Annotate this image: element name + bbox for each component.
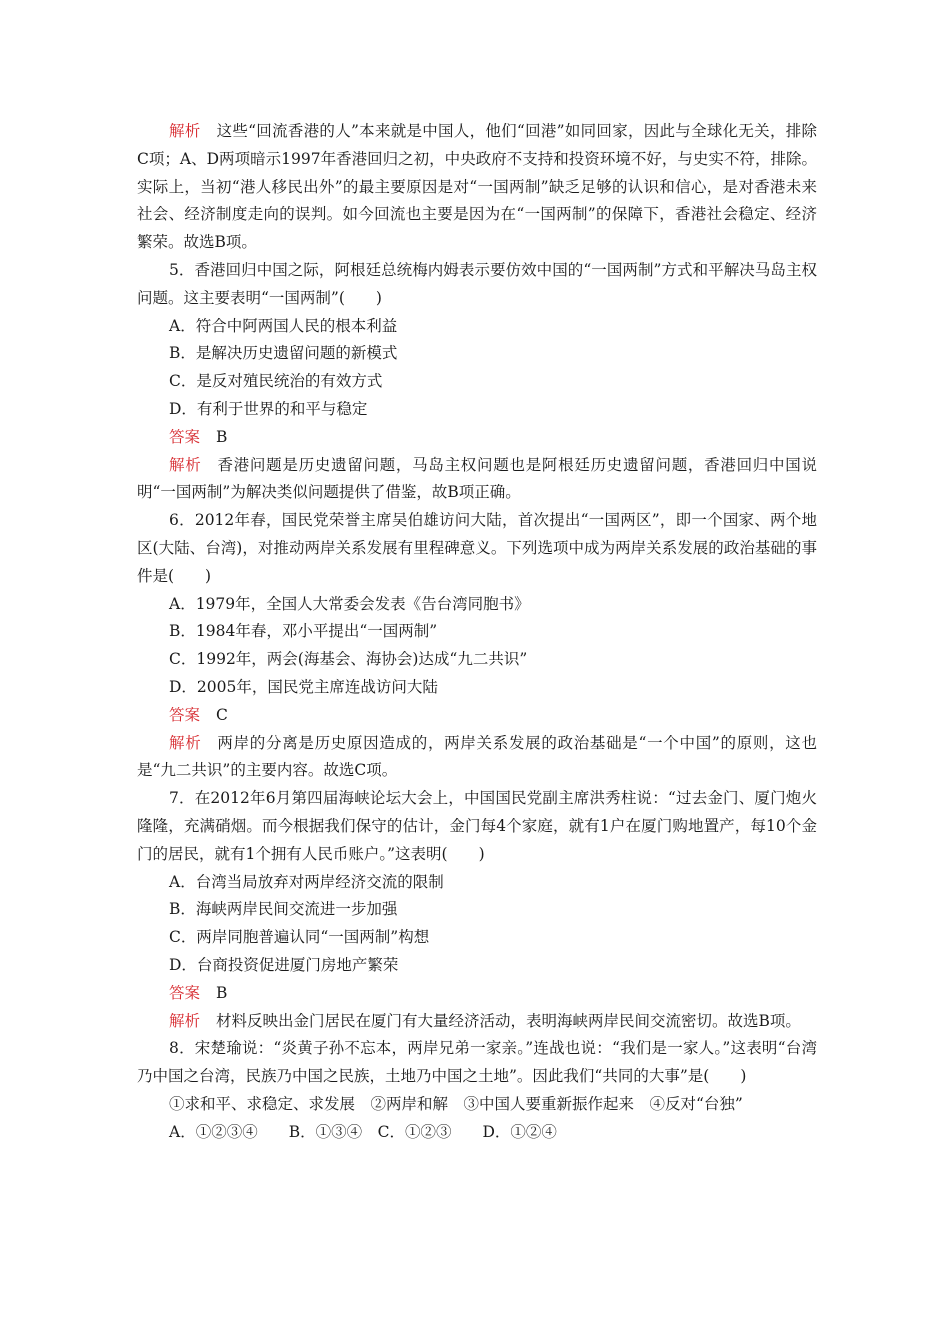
question-6-answer <box>137 702 817 730</box>
question-6-option-a: A．1979年，全国人大常委会发表《告台湾同胞书》 <box>169 594 530 613</box>
analysis-label: 解析 <box>169 122 201 140</box>
question-6-option-b: B．1984年春，邓小平提出“一国两制” <box>169 622 438 641</box>
question-7-option-a: A．台湾当局放弃对两岸经济交流的限制 <box>169 872 444 891</box>
analysis-text: 香港问题是历史遗留问题，马岛主权问题也是阿根廷历史遗留问题，香港回归中国说明“一国两制”为解决类似问题提供了借鉴，故B项正确。 <box>137 455 817 502</box>
answer-label: 答案 <box>169 427 201 446</box>
question-5-stem: 5．香港回归中国之际，阿根廷总统梅内姆表示要仿效中国的“一国两制”方式和平解决马岛主权问题。这主要表明“一国两制”( ) <box>137 260 817 307</box>
analysis-label: 解析 <box>169 1011 201 1030</box>
question-5-option-b: B．是解决历史遗留问题的新模式 <box>169 344 398 363</box>
document-page <box>137 118 817 1146</box>
question-7-option-b: B．海峡两岸民间交流进一步加强 <box>169 900 398 919</box>
question-6-option-c: C．1992年，两会(海基会、海协会)达成“九二共识” <box>169 650 528 669</box>
question-6-stem: 6．2012年春，国民党荣誉主席吴伯雄访问大陆，首次提出“一国两区”，即一个国家、两个地区(大陆、台湾)，对推动两岸关系发展有里程碑意义。下列选项中成为两岸关系发展的政治基础的事件是( ) <box>137 511 817 585</box>
answer-value: B <box>216 427 228 446</box>
analysis-text: 这些“回流香港的人”本来就是中国人，他们“回港”如同回家，因此与全球化无关，排除C项；A、D两项暗示1997年香港回归之初，中央政府不支持和投资环境不好，与史实不符，排除。实际上，当初“港人移民出外”的最主要原因是对“一国两制”缺乏足够的认识和信心，是对香港未来社会、经济制度走向的误判。如今回流也主要是因为在“一国两制”的保障下，香港社会稳定、经济繁荣。故选B项。 <box>137 122 817 252</box>
answer-label: 答案 <box>169 983 201 1002</box>
question-6-analysis <box>137 730 817 786</box>
analysis-label: 解析 <box>169 733 202 752</box>
answer-label: 答案 <box>169 705 201 724</box>
analysis-paragraph <box>137 118 817 257</box>
question-7-answer <box>137 980 817 1008</box>
question-8-stem: 8．宋楚瑜说：“炎黄子孙不忘本，两岸兄弟一家亲。”连战也说：“我们是一家人。”这表明“台湾乃中国之台湾，民族乃中国之民族，土地乃中国之土地”。因此我们“共同的大事”是( ) <box>137 1039 817 1086</box>
question-8-items: ①求和平、求稳定、求发展 ②两岸和解 ③中国人要重新振作起来 ④反对“台独” <box>169 1094 743 1113</box>
question-8-choices: A．①②③④ B．①③④ C．①②③ D．①②④ <box>169 1122 557 1141</box>
question-7-option-c: C．两岸同胞普遍认同“一国两制”构想 <box>169 928 430 947</box>
analysis-text: 材料反映出金门居民在厦门有大量经济活动，表明海峡两岸民间交流密切。故选B项。 <box>216 1011 801 1030</box>
analysis-label: 解析 <box>169 455 202 474</box>
answer-value: C <box>216 705 228 724</box>
analysis-text: 两岸的分离是历史原因造成的，两岸关系发展的政治基础是“一个中国”的原则，这也是“九二共识”的主要内容。故选C项。 <box>137 733 817 780</box>
question-6-option-d: D．2005年，国民党主席连战访问大陆 <box>169 677 438 696</box>
question-5-option-a: A．符合中阿两国人民的根本利益 <box>169 316 398 335</box>
question-7-option-d: D．台商投资促进厦门房地产繁荣 <box>169 955 399 974</box>
question-7-stem: 7．在2012年6月第四届海峡论坛大会上，中国国民党副主席洪秀柱说：“过去金门、厦门炮火隆隆，充满硝烟。而今根据我们保守的估计，金门每4个家庭，就有1户在厦门购地置产，每10个金门的居民，就有1个拥有人民币账户。”这表明( ) <box>137 789 817 863</box>
answer-value: B <box>216 983 228 1002</box>
question-5-answer <box>137 424 817 452</box>
question-5-option-c: C．是反对殖民统治的有效方式 <box>169 372 383 391</box>
question-7-analysis <box>137 1008 817 1036</box>
question-5-option-d: D．有利于世界的和平与稳定 <box>169 399 368 418</box>
question-5-analysis <box>137 452 817 508</box>
